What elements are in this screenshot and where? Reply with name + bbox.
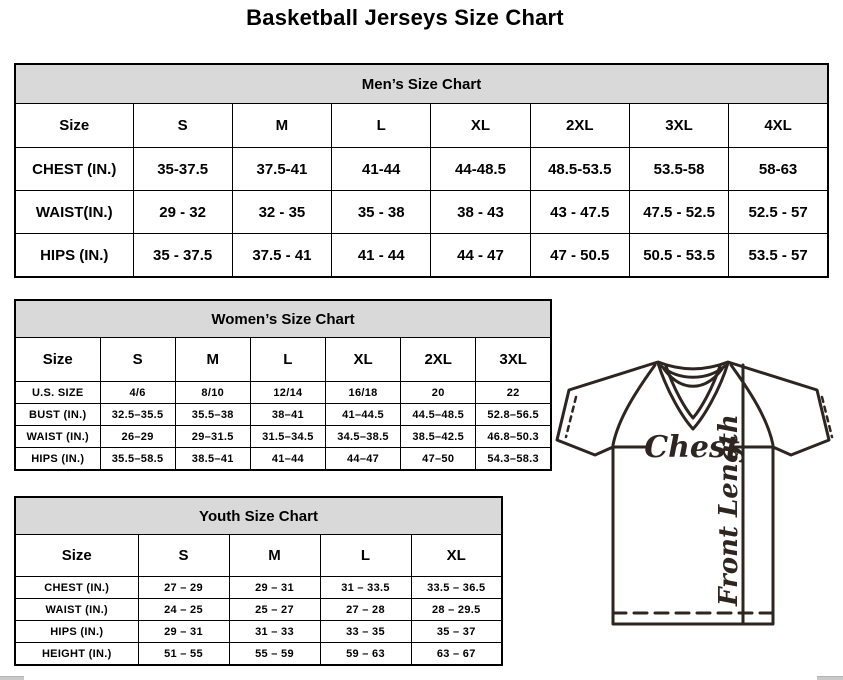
row-label: HEIGHT (IN.) [15, 643, 138, 666]
data-cell: 29–31.5 [175, 426, 250, 448]
table-row [15, 404, 551, 426]
header-cell: S [133, 104, 232, 148]
data-cell: 31 – 33 [229, 621, 320, 643]
data-cell: 20 [401, 382, 476, 404]
data-cell: 8/10 [175, 382, 250, 404]
data-cell: 27 – 29 [138, 577, 229, 599]
data-cell: 38.5–42.5 [401, 426, 476, 448]
header-cell: 3XL [476, 338, 551, 382]
data-cell: 35 - 37.5 [133, 234, 232, 278]
row-label: HIPS (IN.) [15, 621, 138, 643]
data-cell: 35.5–38 [175, 404, 250, 426]
data-cell: 41-44 [332, 148, 431, 191]
data-cell: 47.5 - 52.5 [629, 191, 728, 234]
data-cell: 59 – 63 [320, 643, 411, 666]
data-cell: 34.5–38.5 [325, 426, 400, 448]
data-cell: 44.5–48.5 [401, 404, 476, 426]
data-cell: 29 – 31 [229, 577, 320, 599]
scrollbar-left-button[interactable] [0, 676, 24, 680]
data-cell: 63 – 67 [411, 643, 502, 666]
table-row [15, 643, 502, 666]
data-cell: 29 - 32 [133, 191, 232, 234]
data-cell: 25 – 27 [229, 599, 320, 621]
data-cell: 37.5 - 41 [232, 234, 331, 278]
womens-header-row [15, 338, 551, 382]
data-cell: 12/14 [250, 382, 325, 404]
row-label: U.S. SIZE [15, 382, 100, 404]
header-cell: Size [15, 338, 100, 382]
data-cell: 27 – 28 [320, 599, 411, 621]
row-label: WAIST (IN.) [15, 599, 138, 621]
data-cell: 44-48.5 [431, 148, 530, 191]
data-cell: 31 – 33.5 [320, 577, 411, 599]
chest-label: Chest [644, 430, 740, 465]
header-cell: 3XL [629, 104, 728, 148]
data-cell: 24 – 25 [138, 599, 229, 621]
mens-header-row [15, 104, 828, 148]
header-cell: L [320, 535, 411, 577]
data-cell: 47 - 50.5 [530, 234, 629, 278]
data-cell: 52.5 - 57 [729, 191, 828, 234]
header-cell: XL [431, 104, 530, 148]
data-cell: 22 [476, 382, 551, 404]
header-cell: S [138, 535, 229, 577]
table-row [15, 234, 828, 278]
womens-size-chart-table [14, 299, 552, 471]
header-cell: 4XL [729, 104, 828, 148]
data-cell: 4/6 [100, 382, 175, 404]
data-cell: 41 - 44 [332, 234, 431, 278]
data-cell: 50.5 - 53.5 [629, 234, 728, 278]
data-cell: 35-37.5 [133, 148, 232, 191]
header-cell: Size [15, 104, 133, 148]
mens-size-chart-table [14, 63, 829, 278]
cuff-dashed-left [566, 397, 576, 437]
table-row [15, 621, 502, 643]
data-cell: 35.5–58.5 [100, 448, 175, 471]
scrollbar-right-button[interactable] [817, 676, 843, 680]
header-cell: M [229, 535, 320, 577]
data-cell: 32.5–35.5 [100, 404, 175, 426]
header-cell: 2XL [530, 104, 629, 148]
data-cell: 26–29 [100, 426, 175, 448]
row-label: BUST (IN.) [15, 404, 100, 426]
data-cell: 35 – 37 [411, 621, 502, 643]
table-row [15, 426, 551, 448]
youth-size-chart-table [14, 496, 503, 666]
data-cell: 51 – 55 [138, 643, 229, 666]
header-cell: L [250, 338, 325, 382]
table-row [15, 382, 551, 404]
data-cell: 53.5-58 [629, 148, 728, 191]
row-label: CHEST (IN.) [15, 577, 138, 599]
data-cell: 38.5–41 [175, 448, 250, 471]
data-cell: 35 - 38 [332, 191, 431, 234]
header-cell: 2XL [401, 338, 476, 382]
data-cell: 52.8–56.5 [476, 404, 551, 426]
header-cell: M [175, 338, 250, 382]
data-cell: 54.3–58.3 [476, 448, 551, 471]
data-cell: 32 - 35 [232, 191, 331, 234]
youth-chart-title: Youth Size Chart [15, 497, 502, 535]
front-length-label: Front Length [714, 414, 744, 606]
data-cell: 43 - 47.5 [530, 191, 629, 234]
data-cell: 41–44 [250, 448, 325, 471]
table-row [15, 577, 502, 599]
header-cell: M [232, 104, 331, 148]
header-cell: S [100, 338, 175, 382]
jersey-measurement-diagram [555, 350, 843, 652]
table-row [15, 448, 551, 471]
data-cell: 29 – 31 [138, 621, 229, 643]
page-title: Basketball Jerseys Size Chart [246, 5, 564, 30]
data-cell: 38–41 [250, 404, 325, 426]
jersey-outline [557, 362, 829, 624]
womens-chart-title: Women’s Size Chart [15, 300, 551, 338]
data-cell: 41–44.5 [325, 404, 400, 426]
table-row [15, 148, 828, 191]
row-label: WAIST (IN.) [15, 426, 100, 448]
data-cell: 55 – 59 [229, 643, 320, 666]
data-cell: 46.8–50.3 [476, 426, 551, 448]
row-label: HIPS (IN.) [15, 234, 133, 278]
data-cell: 33.5 – 36.5 [411, 577, 502, 599]
data-cell: 44 - 47 [431, 234, 530, 278]
data-cell: 33 – 35 [320, 621, 411, 643]
data-cell: 28 – 29.5 [411, 599, 502, 621]
data-cell: 44–47 [325, 448, 400, 471]
header-cell: L [332, 104, 431, 148]
data-cell: 58-63 [729, 148, 828, 191]
header-cell: XL [325, 338, 400, 382]
data-cell: 47–50 [401, 448, 476, 471]
data-cell: 31.5–34.5 [250, 426, 325, 448]
row-label: WAIST(IN.) [15, 191, 133, 234]
data-cell: 38 - 43 [431, 191, 530, 234]
data-cell: 37.5-41 [232, 148, 331, 191]
data-cell: 53.5 - 57 [729, 234, 828, 278]
youth-header-row [15, 535, 502, 577]
header-cell: Size [15, 535, 138, 577]
mens-chart-title: Men’s Size Chart [15, 64, 828, 104]
data-cell: 16/18 [325, 382, 400, 404]
row-label: CHEST (IN.) [15, 148, 133, 191]
header-cell: XL [411, 535, 502, 577]
table-row [15, 599, 502, 621]
data-cell: 48.5-53.5 [530, 148, 629, 191]
row-label: HIPS (IN.) [15, 448, 100, 471]
table-row [15, 191, 828, 234]
